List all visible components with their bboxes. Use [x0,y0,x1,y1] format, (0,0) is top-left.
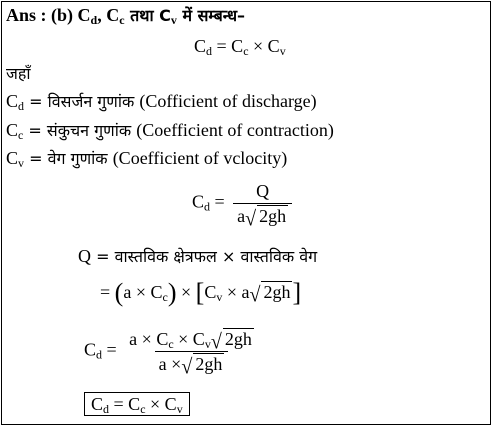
f4-lhs-sub: d [96,347,103,362]
final-lhs-sub: d [103,402,110,416]
f2-lhs: Q [78,246,91,266]
rel-s1: c [243,44,249,58]
def-hindi: = विसर्जन गुणांक [24,92,140,111]
sqrt-symbol: √ 2gh [181,354,223,379]
ans-mid1: , C [97,5,120,25]
f3-eq: = [100,282,111,302]
def-sub: c [18,128,24,142]
f4-numerator [125,328,258,354]
rel-lhs: C [194,36,207,56]
sub-v: v [170,13,177,27]
def-english: (Coefficient of contraction) [136,120,334,140]
rel-s2: v [279,44,286,58]
f3-b: C [204,282,217,302]
f2-rhs: = वास्तविक क्षेत्रफल × वास्तविक वेग [91,247,318,266]
def-sub: v [18,156,25,170]
final-times: × C [145,394,177,414]
final-s1: c [140,402,146,416]
def-english: (Cofficient of discharge) [139,91,317,111]
sub-c: c [119,13,125,27]
f4-den-rad: 2gh [195,354,223,374]
rel-times: × C [248,36,280,56]
def-english: (Coefficient of vclocity) [112,148,288,168]
f3-lbracket: [ [195,278,205,307]
rel-eq: = C [212,36,244,56]
def-sym: C [6,91,19,111]
f3-rbracket: ] [292,278,302,307]
f1-radicand: 2gh [259,206,287,226]
f1-eq: = [214,191,225,212]
formula-q-expanded [100,278,302,307]
f1-numerator: Q [256,181,270,201]
rel-lhs-sub: d [206,44,213,58]
definition-cc [6,119,334,142]
f4-fraction [125,328,258,379]
f4-eq: = [106,339,117,360]
f3-radicand: 2gh [263,282,291,302]
f3-rparen: ) [167,278,177,307]
def-hindi: = वेग गुणांक [24,149,113,168]
f4-num-a: a × C [129,329,169,349]
f1-denominator [233,203,292,231]
sqrt-symbol: √ 2gh [245,206,287,231]
definition-cd [6,90,317,113]
ans-mid2: तथा C [124,6,171,25]
sqrt-symbol: √ 2gh [210,329,252,354]
f4-lhs: C [84,339,97,360]
f3-b2: × a [222,282,250,302]
f4-den-a: a × [158,354,182,374]
final-eq: = C [109,394,141,414]
ans-label: Ans : (b) C [6,5,91,25]
sub-d: d [90,13,98,27]
final-result [84,393,190,415]
where-label: जहाँ [6,64,31,83]
def-sub: d [18,99,25,113]
f1-fraction [233,180,292,231]
f4-denominator [155,351,229,379]
f3-a: a × C [123,282,163,302]
answer-heading [6,4,245,27]
f3-times: × [180,282,192,302]
formula-q-definition [78,245,317,268]
formula-cd-q [192,180,296,231]
ans-tail: में सम्बन्ध– [176,6,246,25]
f4-num-rad: 2gh [224,329,252,349]
definition-cv [6,147,287,170]
def-sym: C [6,148,19,168]
final-lhs: C [91,394,104,414]
f4-num-s2: v [204,337,211,351]
relation-equation [194,35,286,57]
formula-cd-expanded [84,328,262,379]
def-hindi: = संकुचन गुणांक [23,121,137,140]
f1-den-a: a [237,206,246,226]
f1-lhs-sub: d [204,199,211,214]
f4-num-s1: c [168,337,174,351]
f4-num-b: × C [173,329,205,349]
f3-lparen: ( [114,278,124,307]
f1-lhs: C [192,191,205,212]
def-sym: C [6,120,19,140]
sqrt-symbol: √ 2gh [249,282,291,307]
f3-a-sub: c [162,290,168,304]
final-s2: v [176,402,183,416]
final-box [84,392,190,416]
f3-b-sub: v [216,290,223,304]
